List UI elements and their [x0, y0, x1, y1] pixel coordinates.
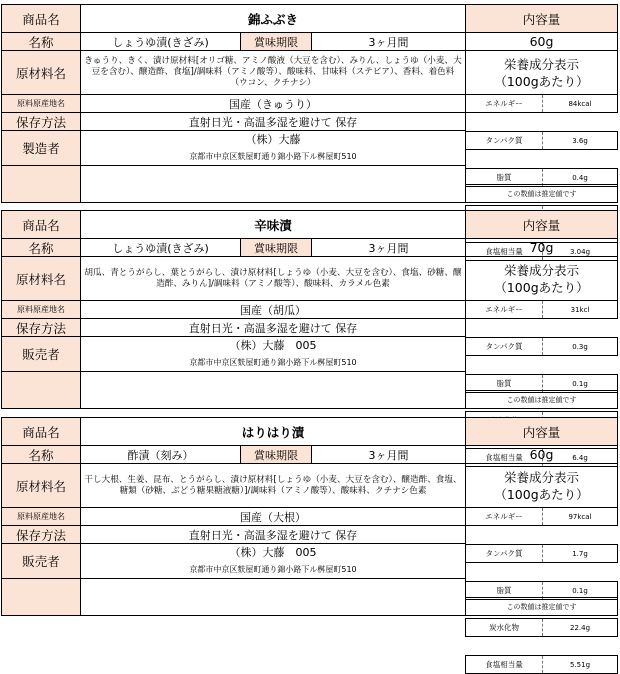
storage-value: 直射日光・高温多湿を避けて 保存 [80, 525, 466, 544]
storage-header: 保存方法 [1, 318, 81, 337]
expiry-value: 3ヶ月間 [311, 445, 466, 464]
blank-cell [80, 165, 466, 203]
nutrition-title-box [465, 50, 618, 95]
nutrient-name: 脂質 [496, 173, 512, 182]
product-name: 錦ふぶき [80, 4, 466, 33]
nutrient-value: 3.04g [542, 243, 617, 260]
nutrient-value: 0.1g [542, 582, 617, 599]
ingredients-header: 原材料名 [1, 50, 81, 95]
expiry-header: 賞味期限 [240, 445, 312, 464]
expiry-header: 賞味期限 [240, 238, 312, 257]
origin-header: 原料原産地名 [1, 94, 81, 113]
name-header: 名称 [1, 238, 81, 257]
content-amount-header: 内容量 [465, 417, 618, 446]
blank-cell [80, 578, 466, 616]
ingredients-value: 胡瓜、青とうがらし、葉とうがらし、漬け原材料[しょうゆ（小麦、大豆を含む）、食塩、砂糖、醸造酢、みりん]/調味料（アミノ酸等）、酸味料、カラメル色素 [80, 256, 466, 301]
maker-box [80, 336, 466, 372]
nutrient-name: エネルギー [485, 512, 523, 521]
product-name-header: 商品名 [1, 210, 81, 239]
nutrient-name: タンパク質 [485, 136, 523, 145]
nutrient-name: 炭水化物 [489, 623, 519, 632]
origin-header: 原料原産地名 [1, 300, 81, 319]
content-amount: 70g [465, 238, 618, 257]
maker-name: （株）大藤 005 [229, 546, 317, 559]
nutrient-value: 22.4g [542, 619, 617, 636]
content-amount: 60g [465, 445, 618, 464]
maker-address: 京都市中京区麩屋町通り錦小路下ル桝屋町510 [189, 358, 357, 367]
name-value: しょうゆ漬(きざみ) [80, 32, 241, 51]
name-header: 名称 [1, 445, 81, 464]
name-value: 酢漬（刻み） [80, 445, 241, 464]
nutrient-value: 0.4g [542, 169, 617, 186]
origin-value: 国産（胡瓜） [80, 300, 466, 319]
nutrient-value: 97kcal [542, 508, 617, 525]
content-amount-header: 内容量 [465, 210, 618, 239]
nutrition-title-box [465, 256, 618, 301]
nutrition-row [465, 507, 618, 526]
product-name: 辛味漬 [80, 210, 466, 239]
ingredients-header: 原材料名 [1, 463, 81, 508]
maker-name: （株）大藤 [245, 133, 301, 146]
nutrition-basis: （100gあたり） [494, 279, 589, 295]
name-value: しょうゆ漬(きざみ) [80, 238, 241, 257]
nutrient-value: 6.4g [542, 449, 617, 466]
nutrition-title: 栄養成分表示 [503, 56, 579, 72]
nutrient-name: 食塩相当量 [485, 247, 523, 256]
nutrient-value: 3.6g [542, 132, 617, 149]
maker-header: 販売者 [1, 543, 81, 579]
origin-value: 国産（大根） [80, 507, 466, 526]
name-header: 名称 [1, 32, 81, 51]
product-label [1, 417, 618, 669]
storage-value: 直射日光・高温多湿を避けて 保存 [80, 318, 466, 337]
nutrient-value: 31kcl [542, 301, 617, 318]
maker-header: 販売者 [1, 336, 81, 372]
nutrition-row [465, 94, 618, 113]
nutrition-basis: （100gあたり） [494, 486, 589, 502]
expiry-value: 3ヶ月間 [311, 32, 466, 51]
nutrient-name: エネルギー [485, 305, 523, 314]
ingredients-header: 原材料名 [1, 256, 81, 301]
nutrient-name: 食塩相当量 [485, 453, 523, 462]
origin-header: 原料原産地名 [1, 507, 81, 526]
nutrient-name: 脂質 [496, 586, 512, 595]
blank-cell [80, 371, 466, 409]
storage-header: 保存方法 [1, 525, 81, 544]
estimate-note: この数値は推定値です [465, 184, 618, 203]
content-amount-header: 内容量 [465, 4, 618, 33]
nutrition-row [465, 655, 618, 674]
maker-box [80, 543, 466, 579]
nutrition-basis: （100gあたり） [494, 73, 589, 89]
ingredients-value: きゅうり、きく、漬け原材料[オリゴ糖、アミノ酸液（大豆を含む）、みりん、しょうゆ（小麦、大豆を含む）、醸造酢、食塩]/調味料（アミノ酸等）、酸味料、甘味料（ステビア）、香料、着色料（ウコン、クチナシ） [80, 50, 466, 95]
nutrition-row [465, 544, 618, 563]
nutrition-row [465, 131, 618, 150]
maker-address: 京都市中京区麩屋町通り錦小路下ル桝屋町510 [189, 152, 357, 161]
nutrient-value: 84kcal [542, 95, 617, 112]
maker-header: 製造者 [1, 130, 81, 166]
storage-value: 直射日光・高温多湿を避けて 保存 [80, 112, 466, 131]
blank-header-cell [1, 165, 81, 203]
nutrient-value: 0.3g [542, 338, 617, 355]
nutrient-value: 5.51g [542, 656, 617, 673]
nutrition-row [465, 618, 618, 637]
nutrition-row [465, 337, 618, 356]
product-name-header: 商品名 [1, 4, 81, 33]
maker-address: 京都市中京区麩屋町通り錦小路下ル桝屋町510 [189, 565, 357, 574]
origin-value: 国産（きゅうり） [80, 94, 466, 113]
content-amount: 60g [465, 32, 618, 51]
blank-header-cell [1, 578, 81, 616]
expiry-header: 賞味期限 [240, 32, 312, 51]
blank-header-cell [1, 371, 81, 409]
ingredients-value: 干し大根、生姜、昆布、とうがらし、漬け原材料[しょうゆ（小麦、大豆を含む）、醸造酢、食塩、糖類（砂糖、ぶどう糖果糖液糖）]/調味料（アミノ酸等）、酸味料、クチナシ色素 [80, 463, 466, 508]
nutrient-name: タンパク質 [485, 549, 523, 558]
nutrient-name: 脂質 [496, 379, 512, 388]
nutrient-value: 1.7g [542, 545, 617, 562]
maker-name: （株）大藤 005 [229, 339, 317, 352]
nutrition-title-box [465, 463, 618, 508]
maker-box [80, 130, 466, 166]
nutrient-name: タンパク質 [485, 342, 523, 351]
estimate-note: この数値は推定値です [465, 597, 618, 616]
nutrition-title: 栄養成分表示 [503, 262, 579, 278]
nutrient-value: 0.1g [542, 375, 617, 392]
nutrition-row [465, 300, 618, 319]
nutrient-name: 食塩相当量 [485, 660, 523, 669]
storage-header: 保存方法 [1, 112, 81, 131]
product-name-header: 商品名 [1, 417, 81, 446]
expiry-value: 3ヶ月間 [311, 238, 466, 257]
nutrient-name: エネルギー [485, 99, 523, 108]
nutrition-title: 栄養成分表示 [503, 469, 579, 485]
estimate-note: この数値は推定値です [465, 390, 618, 409]
product-name: はりはり漬 [80, 417, 466, 446]
